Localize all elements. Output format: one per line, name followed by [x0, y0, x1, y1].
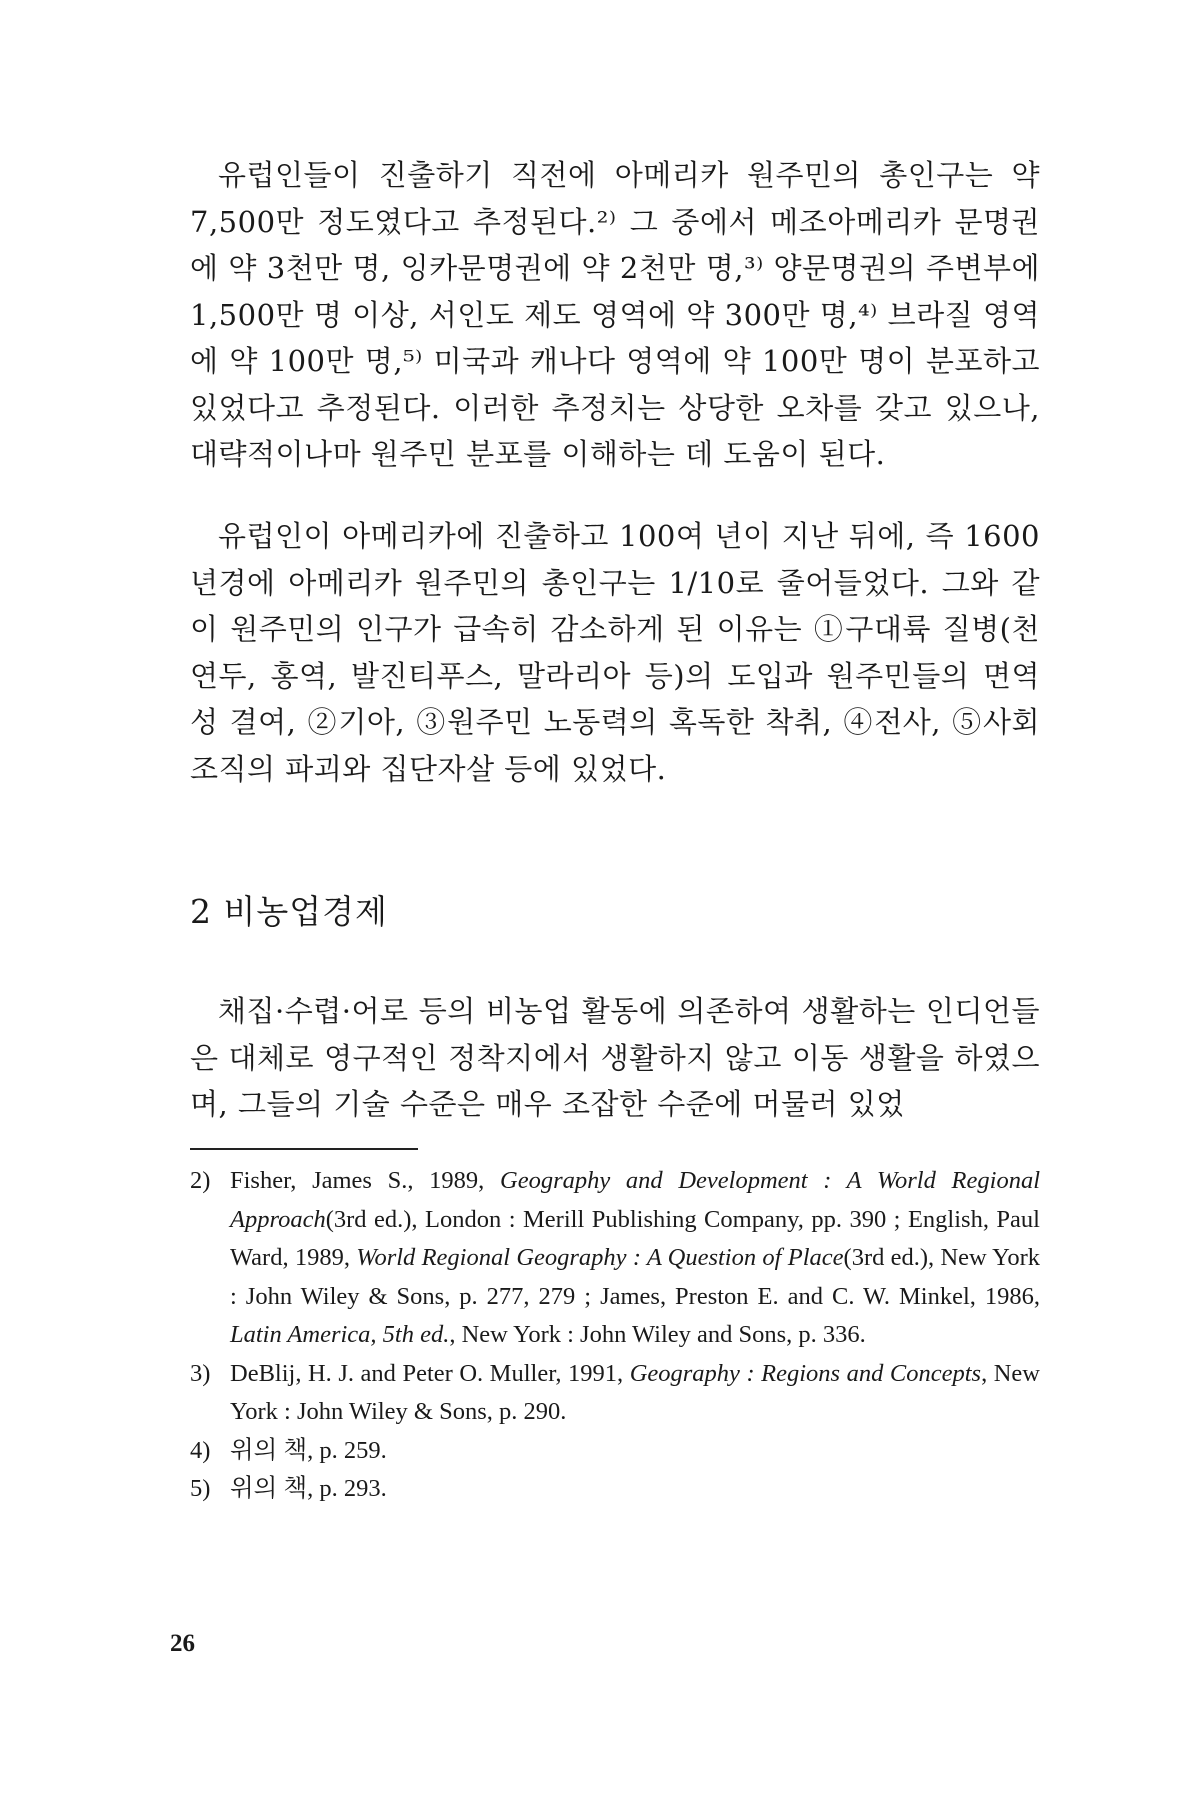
footnote-number: 5)	[190, 1475, 211, 1502]
footnote	[190, 1470, 1040, 1509]
footnote-text-run: (3rd ed.), New York : John Wiley & Sons, p. 277, 279 ; James, Preston E. and C. W. Minkel, 1986,	[230, 1244, 1040, 1310]
footnote-text-run: (3rd ed.), London : Merill Publishing Company, pp. 390 ; English, Paul Ward, 1989,	[230, 1205, 1040, 1271]
section-heading: 2 비농업경제	[190, 892, 388, 931]
footnote-number: 4)	[190, 1436, 211, 1464]
body-paragraph-1: 유럽인들이 진출하기 직전에 아메리카 원주민의 총인구는 약 7,500만 정도였다고 추정된다.²⁾ 그 중에서 메조아메리카 문명권에 약 3천만 명, 잉카문명권에 약 2천만 명,³⁾ 양문명권의 주변부에 1,500만 명 이상, 서인도 제도 영역에 약 300만 명,⁴⁾ 브라질 영역에 약 100만 명,⁵⁾ 미국과 캐나다 영역에 약 100만 명이 분포하고 있었다고 추정된다. 이러한 추정치는 상당한 오차를 갖고 있으나, 대략적이나마 원주민 분포를 이해하는 데 도움이 된다.	[190, 158, 1040, 471]
footnote-text-run: , New York : John Wiley and Sons, p. 336.	[449, 1321, 866, 1348]
footnote-title-italic: Geography : Regions and Concepts	[629, 1359, 982, 1387]
footnote-number: 2)	[190, 1167, 211, 1194]
page-number: 26	[170, 1630, 195, 1657]
footnote-text	[230, 1437, 387, 1464]
footnote-text-run: 위의 책, p. 259.	[230, 1436, 387, 1464]
footnote	[190, 1355, 1040, 1432]
footnote-text-run: , New York : John Wiley & Sons, p. 290.	[230, 1359, 1040, 1425]
footnote-title-italic: World Regional Geography : A Question of Place	[356, 1244, 844, 1271]
body-paragraph-2: 유럽인이 아메리카에 진출하고 100여 년이 지난 뒤에, 즉 1600년경에 아메리카 원주민의 총인구는 1/10로 줄어들었다. 그와 같이 원주민의 인구가 급속히 감소하게 된 이유는 ①구대륙 질병(천연두, 홍역, 발진티푸스, 말라리아 등)의 도입과 원주민들의 면역성 결여, ②기아, ③원주민 노동력의 혹독한 착취, ④전사, ⑤사회조직의 파괴와 집단자살 등에 있었다.	[190, 519, 1040, 786]
footnote-text-run: 위의 책, p. 293.	[230, 1475, 387, 1502]
footnote-text	[230, 1360, 1040, 1426]
footnote-text	[230, 1475, 387, 1502]
section-paragraph: 채집·수렵·어로 등의 비농업 활동에 의존하여 생활하는 인디언들은 대체로 영구적인 정착지에서 생활하지 않고 이동 생활을 하였으며, 그들의 기술 수준은 매우 조잡한 수준에 머물러 있었	[190, 994, 1040, 1121]
footnote-text-run: DeBlij, H. J. and Peter O. Muller, 1991,	[230, 1359, 630, 1387]
footnotes	[190, 1162, 1040, 1509]
footnote-text	[230, 1167, 1040, 1348]
footnote-title-italic: Geography and Development : A World Regional Approach	[230, 1167, 1040, 1233]
footnote-title-italic: Latin America, 5th ed.	[230, 1321, 450, 1348]
footnote-number: 3)	[190, 1359, 211, 1387]
footnote	[190, 1162, 1040, 1355]
footnote-text-run: Fisher, James S., 1989,	[230, 1167, 500, 1194]
footnote-rule	[190, 1148, 418, 1150]
footnote	[190, 1432, 1040, 1471]
